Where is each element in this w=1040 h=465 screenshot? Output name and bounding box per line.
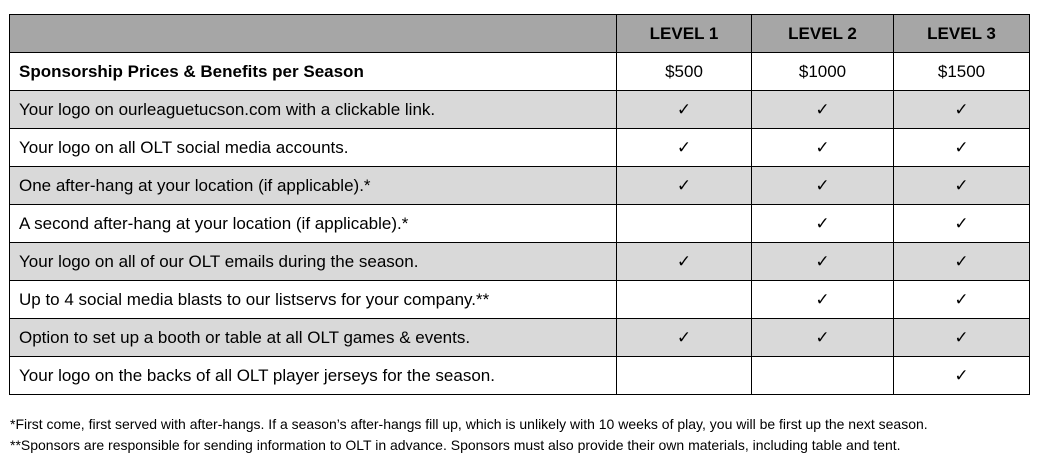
checkmark-icon: ✓ — [815, 289, 830, 310]
checkmark-icon: ✓ — [676, 99, 692, 120]
checkmark-icon: ✓ — [954, 327, 969, 348]
prices-row-label: Sponsorship Prices & Benefits per Season — [10, 53, 617, 91]
level-1-benefit-cell — [617, 129, 752, 167]
checkmark-icon: ✓ — [954, 251, 969, 272]
header-corner-cell — [10, 15, 617, 53]
benefit-label: Your logo on all OLT social media accounts. — [10, 129, 617, 167]
level-2-benefit-cell — [752, 243, 894, 281]
level-1-benefit-cell — [617, 357, 752, 395]
checkmark-icon: ✓ — [954, 365, 969, 386]
checkmark-icon: ✓ — [815, 175, 830, 196]
table-row — [10, 167, 1030, 205]
checkmark-icon: ✓ — [815, 213, 830, 234]
level-2-benefit-cell — [752, 167, 894, 205]
table-row — [10, 129, 1030, 167]
benefit-label: Your logo on all of our OLT emails during the season. — [10, 243, 617, 281]
benefit-label: Option to set up a booth or table at all OLT games & events. — [10, 319, 617, 357]
level-1-benefit-cell — [617, 205, 752, 243]
level-2-benefit-cell — [752, 281, 894, 319]
checkmark-icon: ✓ — [676, 251, 692, 272]
level-1-benefit-cell — [617, 91, 752, 129]
checkmark-icon: ✓ — [815, 251, 830, 272]
checkmark-icon: ✓ — [954, 289, 969, 310]
checkmark-icon: ✓ — [954, 213, 969, 234]
table-row — [10, 243, 1030, 281]
benefit-label: A second after-hang at your location (if applicable).* — [10, 205, 617, 243]
level-2-price: $1000 — [752, 53, 894, 91]
level-3-benefit-cell — [894, 243, 1030, 281]
level-2-benefit-cell — [752, 205, 894, 243]
level-3-benefit-cell — [894, 319, 1030, 357]
level-1-benefit-cell — [617, 167, 752, 205]
table-row — [10, 319, 1030, 357]
level-3-benefit-cell — [894, 129, 1030, 167]
table-row — [10, 357, 1030, 395]
level-3-header: LEVEL 3 — [894, 15, 1030, 53]
level-2-benefit-cell — [752, 319, 894, 357]
level-1-benefit-cell — [617, 281, 752, 319]
table-row — [10, 91, 1030, 129]
checkmark-icon: ✓ — [676, 137, 692, 158]
footnote-after-hangs: *First come, first served with after-hangs. If a season’s after-hangs fill up, which is unlikely with 10 weeks of play, you will be first up the next season. — [10, 416, 928, 432]
footnotes — [10, 414, 1035, 456]
level-2-header: LEVEL 2 — [752, 15, 894, 53]
benefit-label: Your logo on the backs of all OLT player jerseys for the season. — [10, 357, 617, 395]
benefit-label: Up to 4 social media blasts to our listservs for your company.** — [10, 281, 617, 319]
sponsorship-table — [9, 14, 1030, 395]
checkmark-icon: ✓ — [954, 99, 969, 120]
checkmark-icon: ✓ — [954, 137, 969, 158]
level-3-benefit-cell — [894, 167, 1030, 205]
checkmark-icon: ✓ — [815, 99, 830, 120]
checkmark-icon: ✓ — [676, 175, 692, 196]
table-row — [10, 281, 1030, 319]
level-2-benefit-cell — [752, 91, 894, 129]
level-1-benefit-cell — [617, 243, 752, 281]
checkmark-icon: ✓ — [676, 327, 692, 348]
level-3-benefit-cell — [894, 205, 1030, 243]
level-3-price: $1500 — [894, 53, 1030, 91]
checkmark-icon: ✓ — [815, 327, 830, 348]
level-3-benefit-cell — [894, 357, 1030, 395]
level-3-benefit-cell — [894, 281, 1030, 319]
level-3-benefit-cell — [894, 91, 1030, 129]
header-row — [10, 15, 1030, 53]
checkmark-icon: ✓ — [815, 137, 830, 158]
level-1-price: $500 — [617, 53, 752, 91]
level-1-header: LEVEL 1 — [617, 15, 752, 53]
level-1-benefit-cell — [617, 319, 752, 357]
benefit-label: One after-hang at your location (if applicable).* — [10, 167, 617, 205]
prices-row — [10, 53, 1030, 91]
table-row — [10, 205, 1030, 243]
benefit-label: Your logo on ourleaguetucson.com with a clickable link. — [10, 91, 617, 129]
level-2-benefit-cell — [752, 357, 894, 395]
checkmark-icon: ✓ — [954, 175, 969, 196]
footnote-sponsor-responsibilities: **Sponsors are responsible for sending information to OLT in advance. Sponsors must also provide their own materials, including table and tent. — [10, 437, 901, 453]
level-2-benefit-cell — [752, 129, 894, 167]
